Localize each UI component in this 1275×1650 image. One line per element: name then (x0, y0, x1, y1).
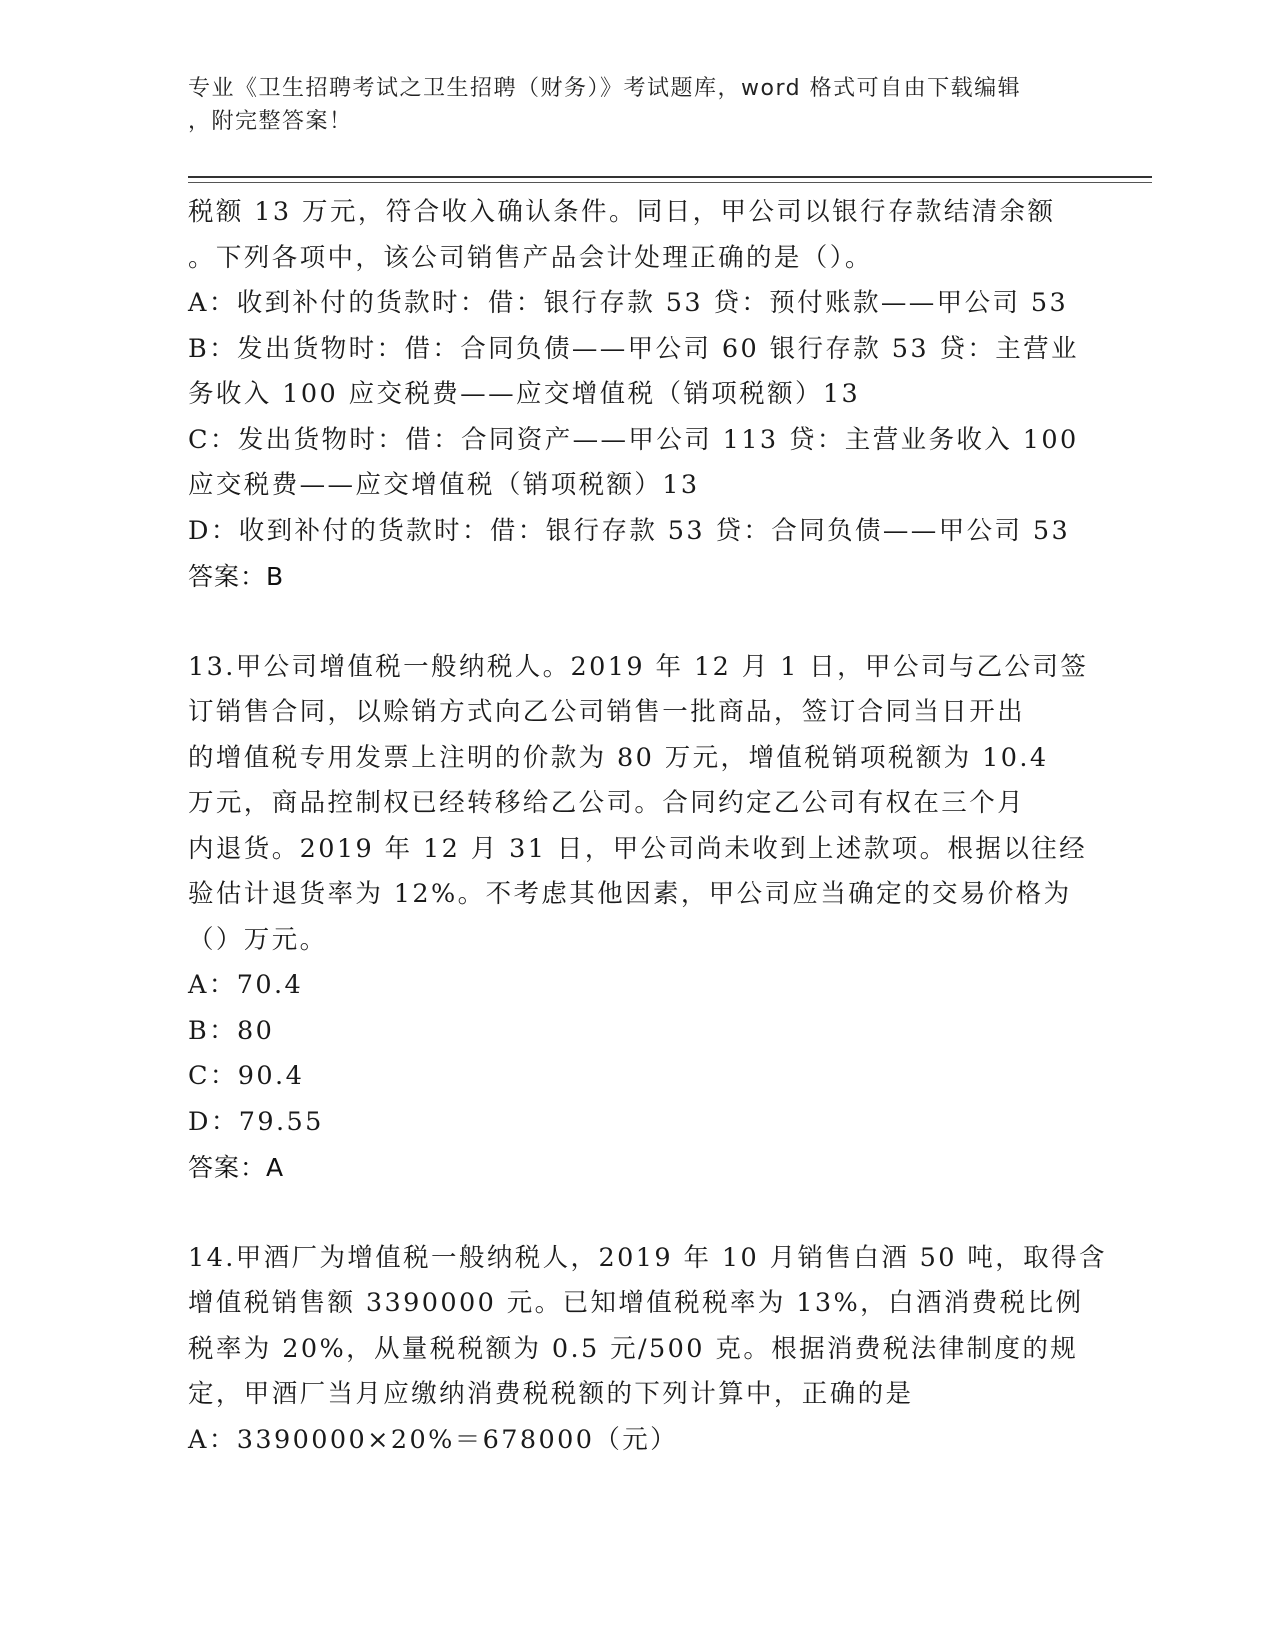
option-a: A：收到补付的货款时：借：银行存款 53 贷：预付账款——甲公司 53 (188, 288, 1069, 318)
question-stem-line: 。下列各项中，该公司销售产品会计处理正确的是（）。 (188, 242, 873, 273)
option-a: A：70.4 (188, 970, 304, 1000)
question-stem-line: （）万元。 (188, 924, 328, 955)
spacer (188, 1191, 1088, 1236)
option-a: A：3390000×20%＝678000（元） (188, 1424, 679, 1455)
question-stem-line: 13.甲公司增值税一般纳税人。2019 年 12 月 1 日，甲公司与乙公司签 (188, 651, 1089, 682)
option-b: B：发出货物时：借：合同负债——甲公司 60 银行存款 53 贷：主营业 (188, 333, 1079, 364)
option-d: D：79.55 (188, 1106, 324, 1137)
question-stem-line: 内退货。2019 年 12 月 31 日，甲公司尚未收到上述款项。根据以往经 (188, 833, 1088, 864)
question-stem-line: 14.甲酒厂为增值税一般纳税人，2019 年 10 月销售白酒 50 吨，取得含 (188, 1242, 1107, 1273)
header-rule-thin (188, 182, 1152, 183)
header-line-2: ，附完整答案！ (188, 109, 353, 134)
option-b: B：80 (188, 1015, 275, 1046)
spacer (188, 600, 1088, 645)
option-b-continued: 务收入 100 应交税费——应交增值税（销项税额）13 (188, 379, 861, 409)
question-stem-line: 增值税销售额 3390000 元。已知增值税税率为 13%，白酒消费税比例 (188, 1288, 1084, 1318)
question-stem-line: 验估计退货率为 12%。不考虑其他因素，甲公司应当确定的交易价格为 (188, 879, 1072, 909)
question-stem-line: 定，甲酒厂当月应缴纳消费税税额的下列计算中，正确的是 (188, 1379, 914, 1409)
option-c-continued: 应交税费——应交增值税（销项税额）13 (188, 470, 700, 500)
document-header (188, 72, 1068, 138)
question-stem-line: 税率为 20%，从量税税额为 0.5 元/500 克。根据消费税法律制度的规 (188, 1333, 1079, 1364)
question-14 (188, 1236, 1107, 1464)
answer-label: 答案：B (188, 562, 285, 591)
question-13 (188, 645, 1088, 1191)
question-stem-line: 的增值税专用发票上注明的价款为 80 万元，增值税销项税额为 10.4 (188, 742, 1049, 773)
header-rule-thick (188, 176, 1152, 178)
option-d: D：收到补付的货款时：借：银行存款 53 贷：合同负债——甲公司 53 (188, 515, 1071, 546)
question-stem-line: 万元，商品控制权已经转移给乙公司。合同约定乙公司有权在三个月 (188, 788, 1026, 818)
option-c: C：发出货物时：借：合同资产——甲公司 113 贷：主营业务收入 100 (188, 424, 1079, 455)
question-content (188, 190, 1107, 1463)
header-line-1: 专业《卫生招聘考试之卫生招聘（财务）》考试题库，word 格式可自由下载编辑 (188, 76, 1022, 101)
answer-label: 答案：A (188, 1153, 285, 1182)
question-12 (188, 190, 1088, 600)
option-c: C：90.4 (188, 1061, 305, 1091)
question-stem-line: 税额 13 万元，符合收入确认条件。同日，甲公司以银行存款结清余额 (188, 197, 1056, 227)
question-stem-line: 订销售合同，以赊销方式向乙公司销售一批商品，签订合同当日开出 (188, 697, 1026, 727)
